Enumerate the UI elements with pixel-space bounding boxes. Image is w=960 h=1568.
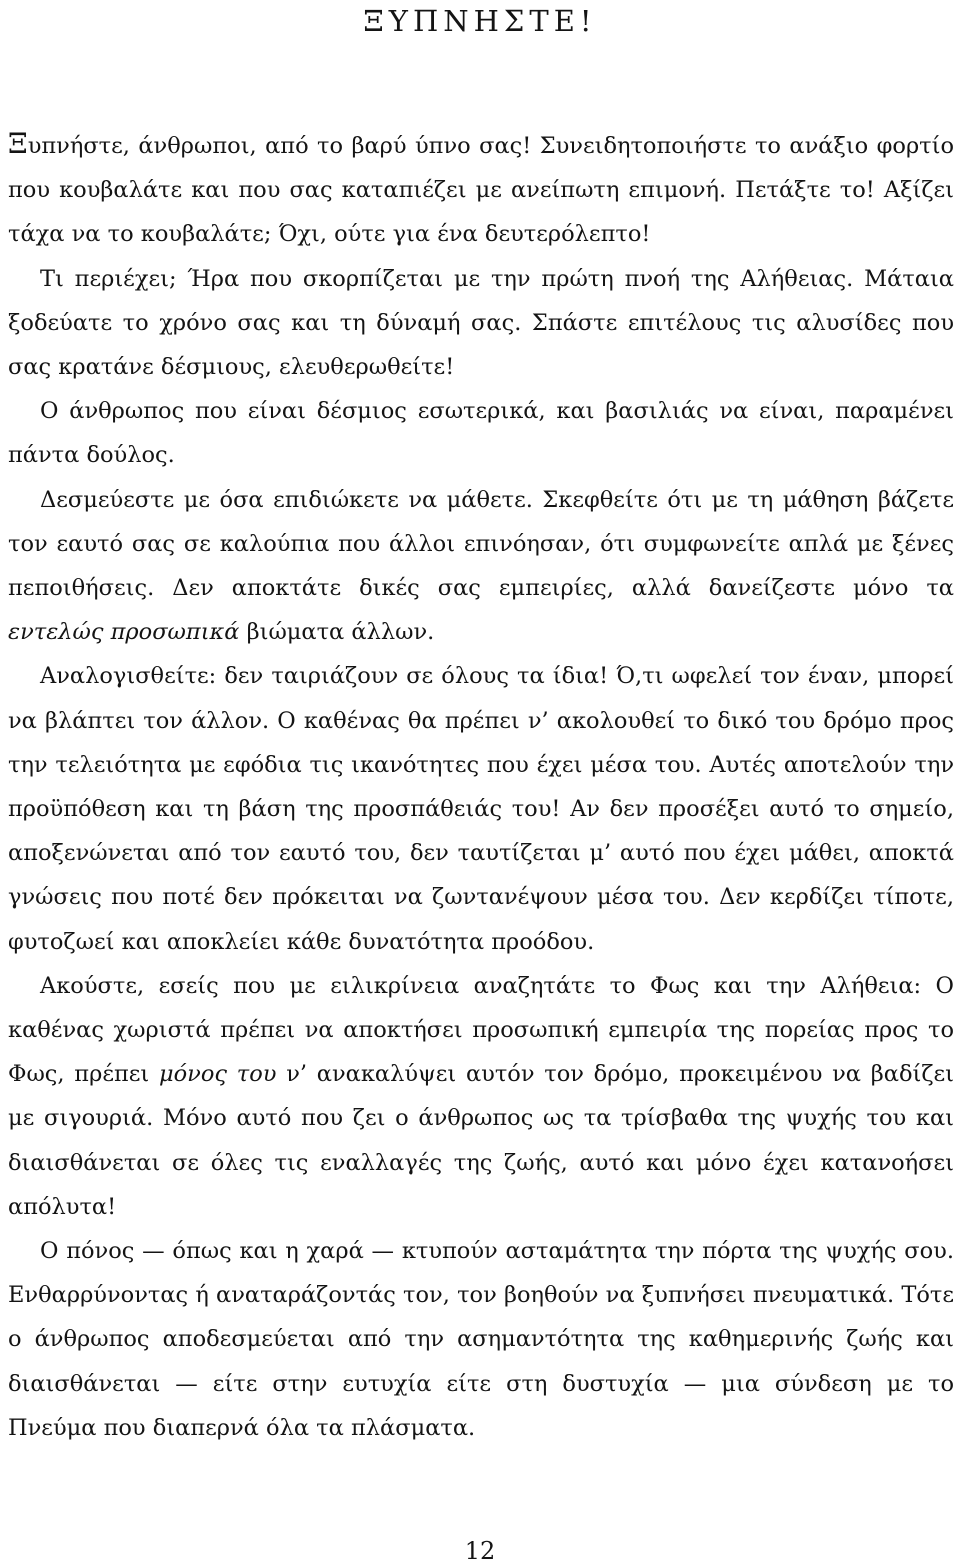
initial-letter: Ξ bbox=[8, 127, 28, 160]
paragraph-5 bbox=[8, 654, 954, 963]
page-number: 12 bbox=[464, 1537, 496, 1565]
paragraph-text: Τι περιέχει; Ήρα που σκορπίζεται με την πρώτη πνοή της Αλήθειας. Μάταια ξοδεύατε το χρόνο σας και τη δύναμή σας. Σπάστε επιτέλους τις αλυσίδες που σας κρατάνε δέσμιους, ελευθερωθείτε! bbox=[8, 265, 954, 381]
paragraph-1 bbox=[8, 122, 954, 257]
paragraph-text: Ακούστε, εσείς που με ειλικρίνεια αναζητάτε το Φως και την Αλήθεια: Ο καθένας χωριστά πρέπει να αποκτήσει προσωπική εμπειρία της πορείας προς το Φως, πρέπει bbox=[8, 972, 954, 1088]
paragraph-4 bbox=[8, 478, 954, 655]
paragraph-6 bbox=[8, 964, 954, 1229]
emphasized-text: εντελώς προσωπικά bbox=[8, 619, 240, 646]
paragraph-text-continued: ν’ ανακαλύψει αυτόν τον δρόμο, προκειμένου να βαδίζει με σιγουριά. Μόνο αυτό που ζει ο άνθρωπος ως τα τρίσβαθα της ψυχής του και διαισθάνεται σε όλες τις εναλλαγές της ζωής, αυτό και μόνο έχει κατανοήσει απόλυτα! bbox=[8, 1061, 955, 1220]
paragraph-3 bbox=[8, 389, 954, 477]
paragraph-text: Ο άνθρωπος που είναι δέσμιος εσωτερικά, και βασιλιάς να είναι, παραμένει πάντα δούλος. bbox=[8, 398, 954, 469]
paragraph-text: Αναλογισθείτε: δεν ταιριάζουν σε όλους τα ίδια! Ό,τι ωφελεί τον έναν, μπορεί να βλάπτει τον άλλον. Ο καθένας θα πρέπει ν’ ακολουθεί το δικό του δρόμο προς την τελειότητα με εφόδια τις ικανότητες που έχει μέσα του. Αυτές αποτελούν την προϋπόθεση και τη βάση της προσπάθειάς του! Αν δεν προσέξει αυτό το σημείο, αποξενώνεται από τον εαυτό του, δεν ταυτίζεται μ’ αυτό που έχει μάθει, αποκτά γνώσεις που ποτέ δεν πρόκειται να ζωντανέψουν μέσα του. Δεν κερδίζει τίποτε, φυτοζωεί και αποκλείει κάθε δυνατότητα προόδου. bbox=[8, 663, 954, 955]
body-text bbox=[8, 122, 954, 1450]
paragraph-text: Ο πόνος — όπως και η χαρά — κτυπούν ασταμάτητα την πόρτα της ψυχής σου. Ενθαρρύνοντας ή αναταράζοντάς τον, τον βοηθούν να ξυπνήσει πνευματικά. Τότε ο άνθρωπος αποδεσμεύεται από την ασημαντότητα της καθημερινής ζωής και διαισθάνεται — είτε στην ευτυχία είτε στη δυστυχία — μια σύνδεση με το Πνεύμα που διαπερνά όλα τα πλάσματα. bbox=[8, 1238, 954, 1441]
paragraph-2 bbox=[8, 257, 954, 390]
paragraph-text: Δεσμεύεστε με όσα επιδιώκετε να μάθετε. Σκεφθείτε ότι με τη μάθηση βάζετε τον εαυτό σας σε καλούπια που άλλοι επινόησαν, ότι συμφωνείτε απλά με ξένες πεποιθήσεις. Δεν αποκτάτε δικές σας εμπειρίες, αλλά δανείζεστε μόνο τα bbox=[8, 486, 954, 602]
paragraph-7 bbox=[8, 1229, 954, 1450]
emphasized-text: μόνος του bbox=[159, 1061, 277, 1088]
chapter-title: ΞΥΠΝΗΣΤΕ! bbox=[363, 4, 597, 38]
paragraph-text: υπνήστε, άνθρωποι, από το βαρύ ύπνο σας! Συνειδητοποιήστε το ανάξιο φορτίο που κουβαλάτε και που σας καταπιέζει με ανείπωτη επιμονή. Πετάξτε το! Αξίζει τάχα να το κουβαλάτε; Όχι, ούτε για ένα δευτερόλεπτο! bbox=[8, 133, 954, 248]
paragraph-text-continued: βιώματα άλλων. bbox=[239, 619, 435, 646]
